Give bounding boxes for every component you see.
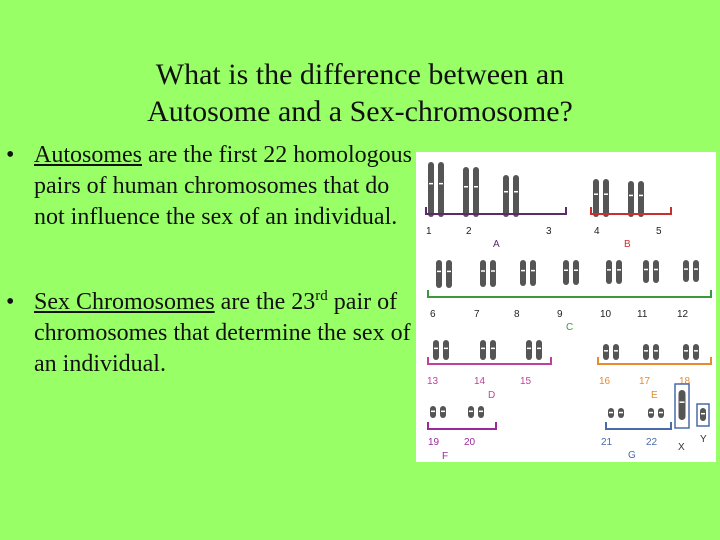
- chromosome-pair-16-b-centromere: [614, 350, 618, 352]
- bullet-list: [6, 140, 416, 380]
- chromosome-pair-20-b-centromere: [479, 411, 483, 413]
- chromosome-pair-4-a: [593, 179, 599, 217]
- chromosome-pair-8-a-centromere: [521, 270, 525, 272]
- chromosome-number-22: 22: [646, 437, 658, 448]
- karyotype-image: [416, 152, 716, 462]
- chromosome-number-15: 15: [520, 376, 532, 387]
- chromosome-pair-16-a-centromere: [604, 350, 608, 352]
- chromosome-label-x: X: [678, 442, 685, 453]
- chromosome-pair-10-b: [616, 260, 622, 284]
- group-g-bracket: [606, 422, 671, 429]
- group-a-bracket: [426, 207, 566, 214]
- chromosome-pair-6-a-centromere: [437, 271, 441, 273]
- chromosome-pair-4-b-centromere: [604, 193, 608, 195]
- chromosome-pair-17-a: [643, 344, 649, 360]
- group-letter-b: B: [624, 239, 631, 250]
- chromosome-number-16: 16: [599, 376, 611, 387]
- chromosome-number-5: 5: [656, 226, 662, 237]
- chromosome-pair-19-a-centromere: [431, 411, 435, 413]
- chromosome-pair-11-a: [643, 260, 649, 283]
- chromosome-number-7: 7: [474, 309, 480, 320]
- chromosome-pair-5-a: [628, 181, 634, 217]
- chromosome-pair-20-a-centromere: [469, 411, 473, 413]
- chromosome-pair-22-b-centromere: [659, 412, 663, 414]
- chromosome-pair-8-a: [520, 260, 526, 286]
- chromosome-pair-3-b-centromere: [514, 191, 518, 193]
- chromosome-pair-7-a: [480, 260, 486, 287]
- title-line-1: What is the difference between an: [155, 58, 565, 91]
- group-letter-f: F: [442, 451, 449, 462]
- term-sex-chromosomes: Sex Chromosomes: [34, 289, 215, 315]
- group-f-bracket: [428, 422, 496, 429]
- group-c-bracket: [428, 290, 711, 297]
- chromosome-pair-2-b-centromere: [474, 186, 478, 188]
- chromosome-pair-10-a: [606, 260, 612, 284]
- chromosome-pair-15-b-centromere: [537, 348, 541, 350]
- chromosome-pair-3-a-centromere: [504, 191, 508, 193]
- chromosome-pair-7-b: [490, 260, 496, 287]
- chromosome-pair-16-b: [613, 344, 619, 360]
- karyotype-diagram: [416, 152, 716, 462]
- chromosome-pair-1-a-centromere: [429, 183, 433, 185]
- y-chromosome-centromere: [701, 413, 705, 415]
- bullet-autosomes: [6, 140, 416, 233]
- chromosome-pair-21-b-centromere: [619, 412, 623, 414]
- chromosome-pair-14-b-centromere: [491, 348, 495, 350]
- chromosome-pair-12-a-centromere: [684, 268, 688, 270]
- x-chromosome-centromere: [680, 401, 685, 403]
- chromosome-pair-9-a: [563, 260, 569, 285]
- bullet-text: are the 23: [214, 289, 316, 315]
- group-letter-d: D: [488, 390, 496, 401]
- superscript-rd: rd: [315, 288, 328, 304]
- chromosome-pair-16-a: [603, 344, 609, 360]
- chromosome-pair-17-b: [653, 344, 659, 360]
- chromosome-pair-1-b: [438, 162, 444, 217]
- chromosome-pair-2-a: [463, 167, 469, 217]
- chromosome-pair-21-a-centromere: [609, 412, 613, 414]
- group-letter-c: C: [566, 322, 574, 333]
- chromosome-pair-4-a-centromere: [594, 193, 598, 195]
- bullet-text: are the first 22 homologous pairs of human chromosomes that do not influence the sex of an individual.: [34, 142, 412, 230]
- chromosome-number-6: 6: [430, 309, 436, 320]
- chromosome-number-4: 4: [594, 226, 600, 237]
- y-chromosome: [700, 408, 706, 421]
- chromosome-pair-12-b-centromere: [694, 268, 698, 270]
- chromosome-pair-18-b-centromere: [694, 350, 698, 352]
- chromosome-pair-11-b: [653, 260, 659, 283]
- chromosome-pair-18-a: [683, 344, 689, 360]
- bullet-marker: •: [6, 142, 15, 168]
- chromosome-pair-15-b: [536, 340, 542, 360]
- chromosome-number-20: 20: [464, 437, 476, 448]
- group-letter-a: A: [493, 239, 500, 250]
- chromosome-pair-12-b: [693, 260, 699, 282]
- chromosome-number-14: 14: [474, 376, 486, 387]
- chromosome-pair-15-a: [526, 340, 532, 360]
- chromosome-pair-2-b: [473, 167, 479, 217]
- chromosome-pair-18-b: [693, 344, 699, 360]
- chromosome-pair-9-b-centromere: [574, 270, 578, 272]
- chromosome-number-21: 21: [601, 437, 613, 448]
- chromosome-pair-6-b: [446, 260, 452, 288]
- chromosome-number-9: 9: [557, 309, 563, 320]
- chromosome-number-2: 2: [466, 226, 472, 237]
- chromosome-pair-5-b-centromere: [639, 195, 643, 197]
- chromosome-number-1: 1: [426, 226, 432, 237]
- chromosome-number-8: 8: [514, 309, 520, 320]
- chromosome-pair-18-a-centromere: [684, 350, 688, 352]
- chromosome-number-18: 18: [679, 376, 691, 387]
- title-line-2: Autosome and a Sex-chromosome?: [147, 95, 573, 128]
- chromosome-pair-5-a-centromere: [629, 195, 633, 197]
- chromosome-pair-11-a-centromere: [644, 269, 648, 271]
- chromosome-pair-17-b-centromere: [654, 350, 658, 352]
- chromosome-pair-2-a-centromere: [464, 186, 468, 188]
- chromosome-pair-6-a: [436, 260, 442, 288]
- chromosome-pair-1-b-centromere: [439, 183, 443, 185]
- chromosome-pair-6-b-centromere: [447, 271, 451, 273]
- chromosome-pair-11-b-centromere: [654, 269, 658, 271]
- chromosome-pair-14-b: [490, 340, 496, 360]
- chromosome-pair-8-b: [530, 260, 536, 286]
- x-chromosome: [679, 390, 686, 420]
- term-autosomes: Autosomes: [34, 142, 142, 168]
- chromosome-pair-13-b-centromere: [444, 348, 448, 350]
- chromosome-pair-7-b-centromere: [491, 270, 495, 272]
- chromosome-pair-4-b: [603, 179, 609, 217]
- chromosome-pair-14-a-centromere: [481, 348, 485, 350]
- chromosome-pair-10-a-centromere: [607, 269, 611, 271]
- chromosome-pair-19-b-centromere: [441, 411, 445, 413]
- chromosome-number-17: 17: [639, 376, 651, 387]
- chromosome-pair-13-a-centromere: [434, 348, 438, 350]
- slide-title: [0, 56, 720, 130]
- chromosome-pair-17-a-centromere: [644, 350, 648, 352]
- chromosome-pair-9-b: [573, 260, 579, 285]
- chromosome-label-y: Y: [700, 434, 707, 445]
- chromosome-number-3: 3: [546, 226, 552, 237]
- group-letter-g: G: [628, 450, 636, 461]
- chromosome-pair-13-b: [443, 340, 449, 360]
- chromosome-pair-9-a-centromere: [564, 270, 568, 272]
- chromosome-pair-8-b-centromere: [531, 270, 535, 272]
- chromosome-pair-5-b: [638, 181, 644, 217]
- chromosome-pair-10-b-centromere: [617, 269, 621, 271]
- chromosome-pair-14-a: [480, 340, 486, 360]
- bullet-text: pair of chromosomes that determine the sex of an individual.: [34, 289, 411, 377]
- chromosome-number-12: 12: [677, 309, 689, 320]
- chromosome-pair-12-a: [683, 260, 689, 282]
- chromosome-number-10: 10: [600, 309, 612, 320]
- chromosome-number-13: 13: [427, 376, 439, 387]
- chromosome-number-19: 19: [428, 437, 440, 448]
- chromosome-pair-1-a: [428, 162, 434, 217]
- chromosome-pair-7-a-centromere: [481, 270, 485, 272]
- bullet-marker: •: [6, 289, 15, 315]
- chromosome-pair-3-b: [513, 175, 519, 217]
- chromosome-pair-15-a-centromere: [527, 348, 531, 350]
- group-letter-e: E: [651, 390, 658, 401]
- chromosome-pair-3-a: [503, 175, 509, 217]
- chromosome-pair-22-a-centromere: [649, 412, 653, 414]
- bullet-sex-chromosomes: [6, 287, 416, 380]
- chromosome-number-11: 11: [637, 309, 648, 320]
- chromosome-pair-13-a: [433, 340, 439, 360]
